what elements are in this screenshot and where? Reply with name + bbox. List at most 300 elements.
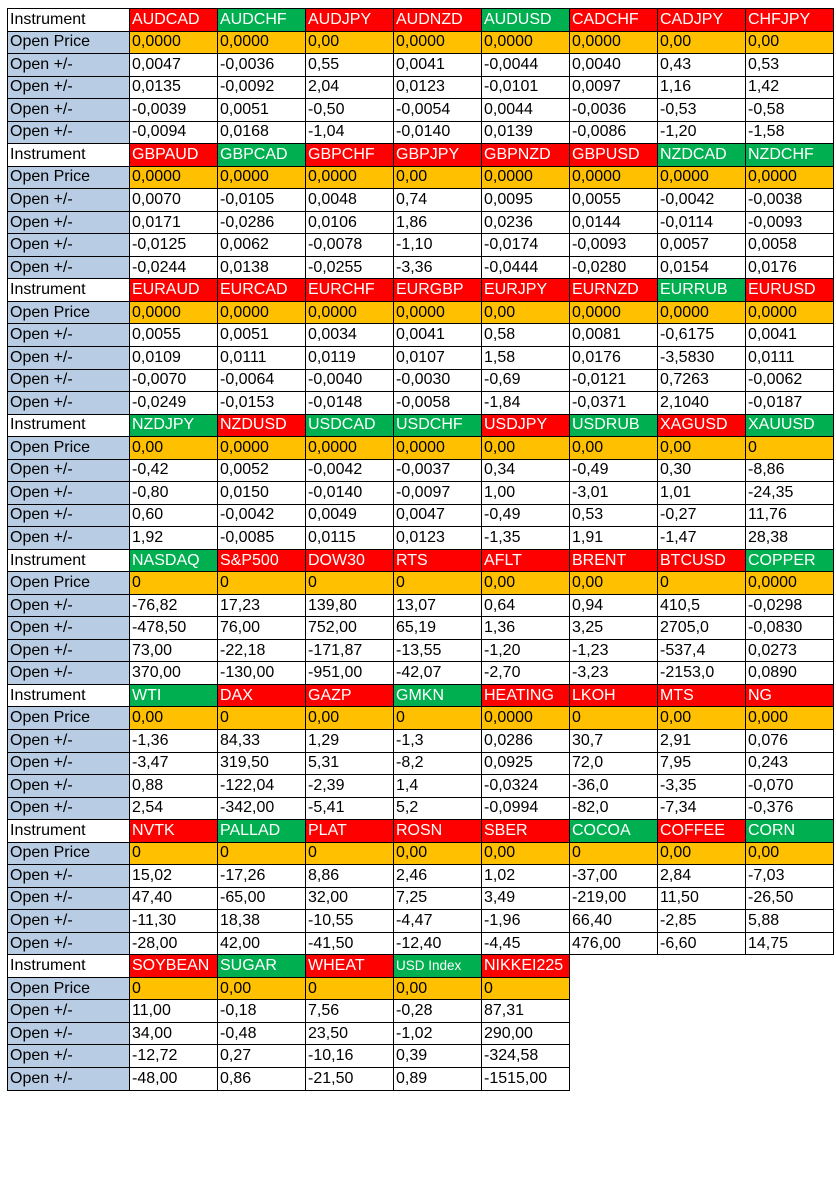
value-cell: 72,0 [570,752,658,775]
row-label: Open +/- [8,662,130,685]
value-cell: -1515,00 [482,1067,570,1090]
open-price-cell: 0,000 [746,707,834,730]
value-cell: -0,0153 [218,392,306,415]
value-cell: -0,0036 [570,99,658,122]
open-price-cell: 0,00 [394,977,482,1000]
open-price-cell: 0,0000 [658,301,746,324]
instrument-header-row [8,9,834,32]
empty-cell [746,977,834,1000]
open-price-row [8,707,834,730]
row-label: Open +/- [8,211,130,234]
value-cell: -0,49 [482,504,570,527]
value-cell: 0,64 [482,594,570,617]
value-cell: 0,0057 [658,234,746,257]
open-delta-row [8,369,834,392]
value-cell: 1,01 [658,482,746,505]
row-label: Open +/- [8,482,130,505]
open-price-cell: 0 [306,977,394,1000]
value-cell: 2,1040 [658,392,746,415]
open-delta-row [8,234,834,257]
value-cell: 0,0925 [482,752,570,775]
row-label: Open +/- [8,1022,130,1045]
open-price-row [8,166,834,189]
value-cell: 7,95 [658,752,746,775]
instrument-name-cell: NZDCHF [746,144,834,167]
value-cell: -0,49 [570,459,658,482]
open-delta-row [8,346,834,369]
value-cell: -1,47 [658,527,746,550]
open-delta-row [8,1022,834,1045]
value-cell: -0,0042 [218,504,306,527]
row-label: Open +/- [8,1067,130,1090]
empty-cell [570,1000,658,1023]
value-cell: 319,50 [218,752,306,775]
open-delta-row [8,910,834,933]
value-cell: 0,0040 [570,54,658,77]
instrument-name-cell: DAX [218,684,306,707]
instrument-label: Instrument [8,414,130,437]
empty-cell [570,1045,658,1068]
open-price-cell: 0,0000 [482,166,570,189]
instrument-name-cell: CHFJPY [746,9,834,32]
open-price-row [8,842,834,865]
open-price-cell: 0 [218,842,306,865]
value-cell: 13,07 [394,594,482,617]
open-price-row [8,437,834,460]
instrument-price-table [7,8,834,1091]
value-cell: 0,0115 [306,527,394,550]
value-cell: 66,40 [570,910,658,933]
row-label: Open +/- [8,865,130,888]
value-cell: -3,36 [394,256,482,279]
open-price-cell: 0,00 [218,977,306,1000]
instrument-name-cell: MTS [658,684,746,707]
open-price-cell: 0 [306,842,394,865]
instrument-name-cell: EURRUB [658,279,746,302]
value-cell: 1,36 [482,617,570,640]
value-cell: -0,48 [218,1022,306,1045]
value-cell: -24,35 [746,482,834,505]
value-cell: 1,16 [658,76,746,99]
value-cell: -0,42 [130,459,218,482]
instrument-name-cell: COCOA [570,820,658,843]
value-cell: 5,2 [394,797,482,820]
value-cell: 1,29 [306,730,394,753]
instrument-name-cell: WTI [130,684,218,707]
value-cell: 1,42 [746,76,834,99]
open-price-cell: 0,00 [746,842,834,865]
value-cell: -1,10 [394,234,482,257]
value-cell: -36,0 [570,775,658,798]
instrument-name-cell: HEATING [482,684,570,707]
instrument-name-cell: BTCUSD [658,549,746,572]
instrument-name-cell: GBPAUD [130,144,218,167]
open-delta-row [8,54,834,77]
value-cell: -1,84 [482,392,570,415]
instrument-name-cell: EURUSD [746,279,834,302]
value-cell: -342,00 [218,797,306,820]
value-cell: -1,23 [570,639,658,662]
value-cell: 28,38 [746,527,834,550]
instrument-name-cell: USDJPY [482,414,570,437]
instrument-name-cell: USDCHF [394,414,482,437]
value-cell: -3,47 [130,752,218,775]
value-cell: 0,58 [482,324,570,347]
open-price-cell: 0,0000 [218,301,306,324]
value-cell: -10,16 [306,1045,394,1068]
value-cell: 1,00 [482,482,570,505]
value-cell: 0,0048 [306,189,394,212]
instrument-name-cell: SUGAR [218,955,306,978]
instrument-name-cell: NG [746,684,834,707]
open-price-cell: 0 [746,437,834,460]
value-cell: 0,0047 [394,504,482,527]
value-cell: 0,0890 [746,662,834,685]
value-cell: 2,04 [306,76,394,99]
value-cell: 0,0111 [746,346,834,369]
value-cell: -0,0249 [130,392,218,415]
value-cell: 0,55 [306,54,394,77]
value-cell: 0,0055 [570,189,658,212]
value-cell: 0,27 [218,1045,306,1068]
value-cell: -8,86 [746,459,834,482]
open-price-row [8,977,834,1000]
value-cell: 3,49 [482,887,570,910]
open-price-cell: 0,0000 [746,572,834,595]
value-cell: -0,18 [218,1000,306,1023]
value-cell: 370,00 [130,662,218,685]
value-cell: -122,04 [218,775,306,798]
value-cell: -5,41 [306,797,394,820]
instrument-label: Instrument [8,279,130,302]
open-price-cell: 0,0000 [218,437,306,460]
value-cell: 0,53 [746,54,834,77]
open-delta-row [8,1067,834,1090]
value-cell: -0,0371 [570,392,658,415]
value-cell: 65,19 [394,617,482,640]
value-cell: -0,0070 [130,369,218,392]
value-cell: 7,25 [394,887,482,910]
value-cell: 0,0070 [130,189,218,212]
value-cell: -12,72 [130,1045,218,1068]
empty-cell [746,1022,834,1045]
value-cell: 0,53 [570,504,658,527]
value-cell: -0,0101 [482,76,570,99]
open-delta-row [8,752,834,775]
instrument-name-cell: CORN [746,820,834,843]
empty-cell [658,955,746,978]
value-cell: -478,50 [130,617,218,640]
open-price-cell: 0,0000 [394,31,482,54]
empty-cell [570,1022,658,1045]
open-delta-row [8,324,834,347]
open-delta-row [8,639,834,662]
value-cell: -0,0187 [746,392,834,415]
value-cell: 2,84 [658,865,746,888]
open-delta-row [8,594,834,617]
open-price-cell: 0,00 [482,437,570,460]
instrument-name-cell: GBPJPY [394,144,482,167]
value-cell: 0,0041 [394,324,482,347]
value-cell: -130,00 [218,662,306,685]
value-cell: -6,60 [658,932,746,955]
value-cell: -1,36 [130,730,218,753]
row-label: Open +/- [8,887,130,910]
instrument-name-cell: AUDNZD [394,9,482,32]
value-cell: 1,91 [570,527,658,550]
value-cell: -13,55 [394,639,482,662]
value-cell: -2153,0 [658,662,746,685]
value-cell: -2,70 [482,662,570,685]
value-cell: 3,25 [570,617,658,640]
row-label: Open +/- [8,189,130,212]
value-cell: 1,4 [394,775,482,798]
value-cell: -42,07 [394,662,482,685]
value-cell: -0,0105 [218,189,306,212]
value-cell: 0,0111 [218,346,306,369]
open-price-cell: 0,0000 [570,301,658,324]
value-cell: -2,39 [306,775,394,798]
row-label: Open Price [8,31,130,54]
open-price-cell: 0,00 [130,707,218,730]
empty-cell [658,1045,746,1068]
row-label: Open +/- [8,459,130,482]
value-cell: 15,02 [130,865,218,888]
value-cell: 8,86 [306,865,394,888]
value-cell: -3,23 [570,662,658,685]
value-cell: -0,69 [482,369,570,392]
value-cell: -28,00 [130,932,218,955]
value-cell: -0,0174 [482,234,570,257]
value-cell: 2,46 [394,865,482,888]
value-cell: -0,80 [130,482,218,505]
open-delta-row [8,99,834,122]
value-cell: 0,0154 [658,256,746,279]
open-price-cell: 0,0000 [482,31,570,54]
row-label: Open +/- [8,594,130,617]
instrument-name-cell: XAGUSD [658,414,746,437]
open-price-cell: 0,0000 [746,301,834,324]
instrument-name-cell: AUDCHF [218,9,306,32]
value-cell: 0,076 [746,730,834,753]
instrument-label: Instrument [8,820,130,843]
open-price-cell: 0,00 [482,301,570,324]
empty-cell [570,955,658,978]
value-cell: 0,0168 [218,121,306,144]
open-delta-row [8,459,834,482]
open-delta-row [8,932,834,955]
instrument-label: Instrument [8,955,130,978]
value-cell: -65,00 [218,887,306,910]
open-price-row [8,301,834,324]
instrument-name-cell: NIKKEI225 [482,955,570,978]
table-body [8,9,834,1091]
instrument-name-cell: SOYBEAN [130,955,218,978]
row-label: Open +/- [8,324,130,347]
row-label: Open Price [8,572,130,595]
value-cell: -0,0092 [218,76,306,99]
value-cell: -0,0093 [746,211,834,234]
value-cell: -1,04 [306,121,394,144]
value-cell: 1,86 [394,211,482,234]
value-cell: -0,0444 [482,256,570,279]
instrument-name-cell: NZDJPY [130,414,218,437]
value-cell: 0,0236 [482,211,570,234]
empty-cell [658,1022,746,1045]
value-cell: -3,35 [658,775,746,798]
open-delta-row [8,76,834,99]
value-cell: -12,40 [394,932,482,955]
row-label: Open +/- [8,775,130,798]
instrument-name-cell: SBER [482,820,570,843]
instrument-label: Instrument [8,9,130,32]
value-cell: 0,7263 [658,369,746,392]
value-cell: 14,75 [746,932,834,955]
row-label: Open +/- [8,1000,130,1023]
open-price-cell: 0,0000 [306,166,394,189]
instrument-header-row [8,144,834,167]
instrument-name-cell: EURCAD [218,279,306,302]
instrument-name-cell: EURNZD [570,279,658,302]
instrument-name-cell: COPPER [746,549,834,572]
value-cell: -0,0058 [394,392,482,415]
value-cell: -4,47 [394,910,482,933]
value-cell: 32,00 [306,887,394,910]
value-cell: 11,76 [746,504,834,527]
row-label: Open +/- [8,121,130,144]
value-cell: 0,0273 [746,639,834,662]
value-cell: -48,00 [130,1067,218,1090]
value-cell: 0,0106 [306,211,394,234]
instrument-label: Instrument [8,549,130,572]
value-cell: 18,38 [218,910,306,933]
open-price-cell: 0,0000 [658,166,746,189]
row-label: Open +/- [8,527,130,550]
instrument-name-cell: AUDJPY [306,9,394,32]
open-delta-row [8,887,834,910]
value-cell: -3,5830 [658,346,746,369]
open-delta-row [8,121,834,144]
value-cell: 290,00 [482,1022,570,1045]
open-price-cell: 0,00 [482,842,570,865]
row-label: Open +/- [8,54,130,77]
instrument-name-cell: AUDCAD [130,9,218,32]
value-cell: -0,0324 [482,775,570,798]
open-price-cell: 0 [658,572,746,595]
value-cell: -0,0038 [746,189,834,212]
value-cell: -0,0078 [306,234,394,257]
value-cell: -1,58 [746,121,834,144]
instrument-name-cell: XAUUSD [746,414,834,437]
open-price-cell: 0,0000 [130,166,218,189]
instrument-name-cell: NZDCAD [658,144,746,167]
open-price-cell: 0,00 [658,31,746,54]
instrument-name-cell: GBPCHF [306,144,394,167]
value-cell: -0,0994 [482,797,570,820]
value-cell: -10,55 [306,910,394,933]
value-cell: -0,0044 [482,54,570,77]
instrument-name-cell: EURJPY [482,279,570,302]
value-cell: 1,58 [482,346,570,369]
value-cell: -171,87 [306,639,394,662]
value-cell: 476,00 [570,932,658,955]
value-cell: -0,070 [746,775,834,798]
value-cell: -0,0114 [658,211,746,234]
value-cell: -0,0255 [306,256,394,279]
value-cell: -0,0030 [394,369,482,392]
instrument-name-cell: S&P500 [218,549,306,572]
instrument-name-cell: USDRUB [570,414,658,437]
instrument-name-cell: PLAT [306,820,394,843]
value-cell: 410,5 [658,594,746,617]
value-cell: -41,50 [306,932,394,955]
value-cell: 11,50 [658,887,746,910]
open-delta-row [8,775,834,798]
value-cell: -0,0140 [306,482,394,505]
open-price-cell: 0,00 [658,707,746,730]
value-cell: -3,01 [570,482,658,505]
value-cell: -37,00 [570,865,658,888]
instrument-name-cell: USD Index [394,955,482,978]
instrument-name-cell: PALLAD [218,820,306,843]
value-cell: -0,0097 [394,482,482,505]
empty-cell [746,1000,834,1023]
empty-cell [746,1067,834,1090]
value-cell: 0,0041 [746,324,834,347]
value-cell: 34,00 [130,1022,218,1045]
open-price-row [8,572,834,595]
open-delta-row [8,504,834,527]
row-label: Open +/- [8,234,130,257]
instrument-name-cell: AUDUSD [482,9,570,32]
open-delta-row [8,211,834,234]
open-price-cell: 0 [394,572,482,595]
instrument-name-cell: EURGBP [394,279,482,302]
open-delta-row [8,1045,834,1068]
value-cell: 0,0119 [306,346,394,369]
value-cell: -26,50 [746,887,834,910]
value-cell: 73,00 [130,639,218,662]
value-cell: 0,0062 [218,234,306,257]
value-cell: 0,39 [394,1045,482,1068]
value-cell: 2,54 [130,797,218,820]
instrument-name-cell: BRENT [570,549,658,572]
value-cell: 752,00 [306,617,394,640]
value-cell: 0,0135 [130,76,218,99]
value-cell: -0,0244 [130,256,218,279]
row-label: Open Price [8,707,130,730]
instrument-header-row [8,955,834,978]
value-cell: 0,89 [394,1067,482,1090]
value-cell: 87,31 [482,1000,570,1023]
value-cell: 0,94 [570,594,658,617]
value-cell: -0,0037 [394,459,482,482]
row-label: Open +/- [8,346,130,369]
open-price-cell: 0,0000 [218,31,306,54]
instrument-name-cell: GBPUSD [570,144,658,167]
instrument-name-cell: NASDAQ [130,549,218,572]
value-cell: 0,43 [658,54,746,77]
open-price-cell: 0,0000 [394,301,482,324]
open-price-cell: 0,0000 [746,166,834,189]
value-cell: -21,50 [306,1067,394,1090]
open-price-cell: 0 [130,842,218,865]
value-cell: 0,0081 [570,324,658,347]
open-price-cell: 0,0000 [130,31,218,54]
value-cell: -76,82 [130,594,218,617]
value-cell: -0,53 [658,99,746,122]
empty-cell [658,1067,746,1090]
